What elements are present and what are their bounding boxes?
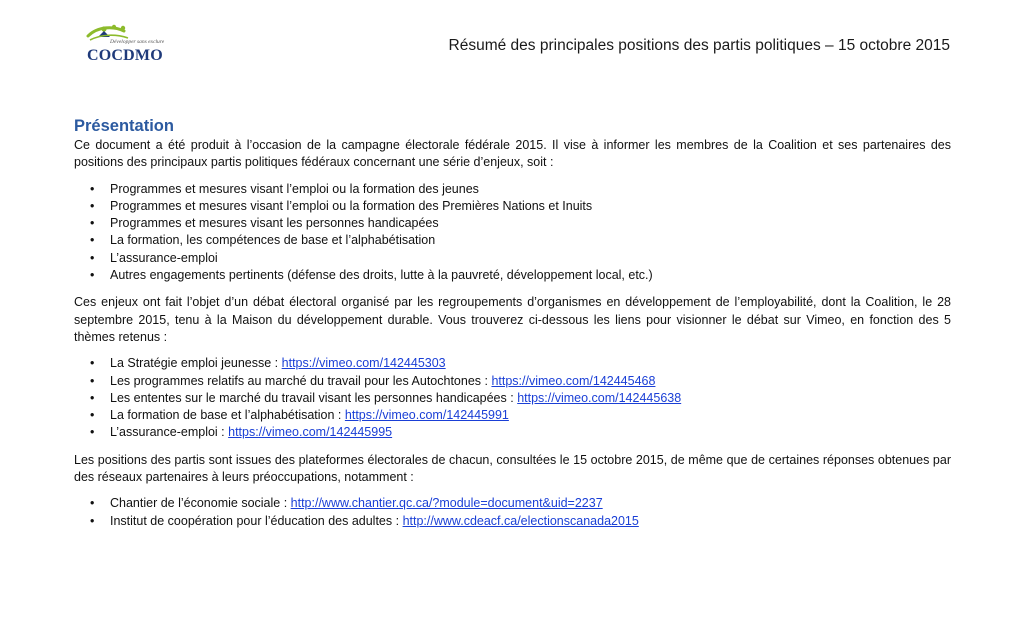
list-item <box>74 513 951 530</box>
link-label: La formation de base et l’alphabétisation : <box>110 408 345 423</box>
debate-paragraph: Ces enjeux ont fait l’objet d’un débat électoral organisé par les regroupements d’organismes en développement de l’employabilité, dont la Coalition, le 28 septembre 2015, tenu à la Maison du développement durable. Vous trouverez ci-dessous les liens pour visionner le débat sur Vimeo, en fonction des 5 thèmes retenus : <box>74 295 951 344</box>
vimeo-link[interactable]: https://vimeo.com/142445638 <box>517 390 682 405</box>
partner-link[interactable]: http://www.cdeacf.ca/electionscanada2015 <box>402 513 639 528</box>
link-label: Les ententes sur le marché du travail visant les personnes handicapées : <box>110 390 518 405</box>
positions-paragraph: Les positions des partis sont issues des plateformes électorales de chacun, consultées le 15 octobre 2015, de même que de certaines réponses obtenues par des réseaux partenaires à leurs préoccupations, notamment : <box>74 452 951 485</box>
vimeo-link[interactable]: https://vimeo.com/142445468 <box>491 373 656 388</box>
logo-tagline: Développer sans exclure <box>110 39 165 45</box>
link-label: La Stratégie emploi jeunesse : <box>110 356 282 371</box>
video-links-list <box>74 355 951 441</box>
list-item <box>74 373 951 390</box>
document-body <box>74 116 951 540</box>
list-item <box>74 407 951 424</box>
list-item <box>74 424 951 441</box>
list-item <box>74 495 951 512</box>
cocdmo-logo <box>84 22 170 66</box>
link-label: Chantier de l’économie sociale : <box>110 496 291 511</box>
vimeo-link[interactable]: https://vimeo.com/142445991 <box>344 408 509 423</box>
issues-list <box>74 181 951 285</box>
partner-link[interactable]: http://www.chantier.qc.ca/?module=document&uid=2237 <box>290 496 603 511</box>
vimeo-link[interactable]: https://vimeo.com/142445303 <box>281 356 446 371</box>
list-item: • Programmes et mesures visant l’emploi ou la formation des jeunes <box>74 181 951 198</box>
vimeo-link[interactable]: https://vimeo.com/142445995 <box>228 425 393 440</box>
list-item <box>74 355 951 372</box>
list-item: • Autres engagements pertinents (défense des droits, lutte à la pauvreté, développement local, etc.) <box>74 267 951 284</box>
list-item <box>74 390 951 407</box>
list-item: • Programmes et mesures visant les personnes handicapées <box>74 215 951 232</box>
document-title: Résumé des principales positions des partis politiques – 15 octobre 2015 <box>448 37 950 54</box>
list-item: • L’assurance-emploi <box>74 250 951 267</box>
intro-paragraph: Ce document a été produit à l’occasion de la campagne électorale fédérale 2015. Il vise à informer les membres de la Coalition et ses partenaires des positions des principaux partis politiques fédéraux concernant une série d’enjeux, soit : <box>74 138 951 170</box>
logo-name: COCDMO <box>87 47 163 64</box>
list-item: • La formation, les compétences de base et l’alphabétisation <box>74 232 951 249</box>
list-item: • Programmes et mesures visant l’emploi ou la formation des Premières Nations et Inuits <box>74 198 951 215</box>
partner-links-list <box>74 495 951 530</box>
link-label: L’assurance-emploi : <box>110 425 229 440</box>
section-heading: Présentation <box>74 117 174 135</box>
link-label: Institut de coopération pour l’éducation des adultes : <box>110 513 403 528</box>
link-label: Les programmes relatifs au marché du travail pour les Autochtones : <box>110 373 492 388</box>
